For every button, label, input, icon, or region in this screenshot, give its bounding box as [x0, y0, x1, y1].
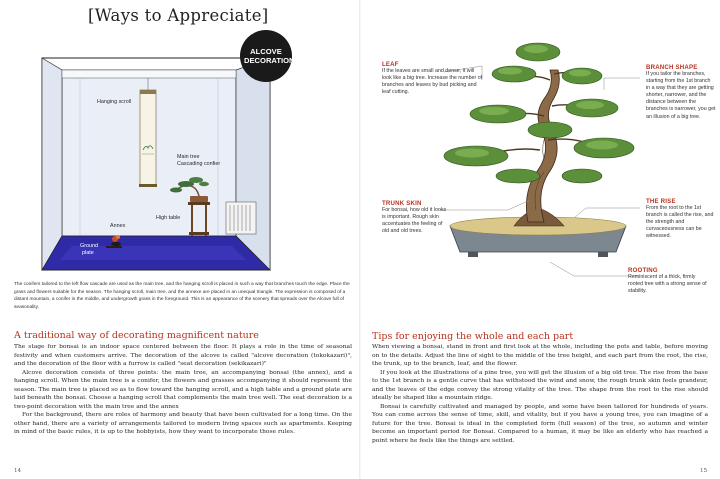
annotation-rooting-text: Reminiscent of a thick, firmly rooted tree with a strong sense of stability.: [628, 274, 707, 295]
annotation-branch-title: BRANCH SHAPE: [646, 64, 698, 71]
left-body-text: [14, 343, 352, 437]
label-ground: Ground: [80, 243, 98, 249]
right-paragraph-1: When viewing a bonsai, stand in front and first look at the whole, including the pots and table, before moving on to the details. Adjust the line of sight to the middle of the tree height, and each part from the root, the rise, the trunk, up to the branch, leaf, and the flower.: [372, 343, 708, 368]
annotation-branch-text: If you tailor the branches, starting from the 1st branch in a way that they are getting shorter, narrower, and the distance between the branches is narrower, you get an illusion of a big tree.: [646, 71, 716, 120]
label-hanging-scroll: Hanging scroll: [97, 99, 132, 105]
left-paragraph-3: For the background, there are roles of harmony and beauty that have been cultivated for a long time. On the other hand, there are a variety of arrangements tailored to modern living spaces such as apartments. Keeping in mind of the basic rules, it is up to the hobbyists, how they want to incorporate those rules.: [14, 411, 352, 436]
annotation-rise-text: From the root to the 1st branch is called the rise, and the strength and curvaceousness can be witnessed.: [646, 205, 714, 240]
annotation-trunk-skin: [382, 200, 448, 235]
annotation-leaf-text: If the leaves are small and dense, it will look like a big tree. Increase the number of branches and leaves by bud picking and leaf cutting.: [382, 68, 483, 96]
annotation-rise-title: THE RISE: [646, 198, 676, 205]
right-heading: Tips for enjoying the whole and each part: [372, 331, 574, 342]
right-paragraph-2: If you look at the illustrations of a pine tree, you will get the illusion of a big old tree. The rise from the base to the 1st branch is a gentle curve that has withstood the wind and snow, the rough trunk skin feels grandeur, and the leaves of the edge convey the strong vitality of the tree. The shape from the root to the rise should ideally be shaped like a mountain ridge.: [372, 368, 708, 402]
page-number-left: 14: [14, 468, 22, 474]
annotation-rooting-title: ROOTING: [628, 267, 658, 274]
annotation-leaf-title: LEAF: [382, 61, 399, 68]
figure-caption: The conifers tailored to the left flow cascade are used as the main tree, and the hanging scroll is placed in such a way that branches touch the edge. Place the grass and flowers suitable for the season. The hanging scroll, main tree, and the annexe are placed in an unequal triangle. The expression is composed of a distant mountain, a conifer in the middle, and undergrowth grass in the foreground. This is an appearance of the scenery that spreads over the Alcove full of seasonality.: [14, 282, 350, 310]
label-plate: plate: [82, 250, 94, 256]
label-main-tree: Main tree: [177, 154, 200, 160]
label-cascading: Cascading confier: [177, 161, 221, 167]
annotation-the-rise: [646, 198, 716, 240]
page-number-right: 15: [700, 468, 708, 474]
left-paragraph-2: Alcove decoration consists of three points: the main tree, an accompanying bonsai (the annex), and a hanging scroll. When the main tree is a conifer, the flowers and grasses accompanying it should represent the season. The main tree is placed so as to flow toward the hanging scroll, and a high table and a ground plate are laid beneath the bonsai. Choose a hanging scroll that complements the main tree well. The seat decoration is a two-point decoration with the main tree and the annex: [14, 368, 352, 410]
left-heading: A traditional way of decorating magnificent nature: [14, 330, 259, 341]
label-annex: Annex: [110, 223, 126, 229]
annotation-trunk-text: For bonsai, how old it looks is important. Rough skin accentuates the feeling of old and old trees.: [382, 207, 447, 235]
label-high-table: High table: [156, 215, 181, 221]
annotation-branch-shape: [646, 64, 716, 121]
annotation-leaf: [382, 61, 484, 96]
page-title: [Ways to Appreciate]: [88, 6, 269, 25]
annotation-rooting: [628, 267, 708, 295]
annotation-trunk-title: TRUNK SKIN: [382, 200, 422, 207]
alcove-decoration-badge: ALCOVE DECORATION: [240, 30, 292, 82]
right-body-text: [372, 343, 708, 446]
left-paragraph-1: The stage for bonsai is an indoor space centered between the floor. It plays a role in the time of seasonal festivity and when customers arrive. The decoration of the alcove is called "alcove decoration (tokokazari)", and the decoration of the floor with a furrow is called "seat decoration (sekikazari)": [14, 343, 352, 368]
right-paragraph-3: Bonsai is carefully cultivated and managed by people, and some have been tailored for hundreds of years. You can come across the sense of time, skill, and vitality, but if you have a young tree, you can imagine of a future for the tree. Bonsai is ideal in the completed form (full season) of the tree, so autumn and winter become an important period for Bonsai. Compared to a human, it may be like an elderly who has reached a point where he feels like the things are settled.: [372, 402, 708, 445]
